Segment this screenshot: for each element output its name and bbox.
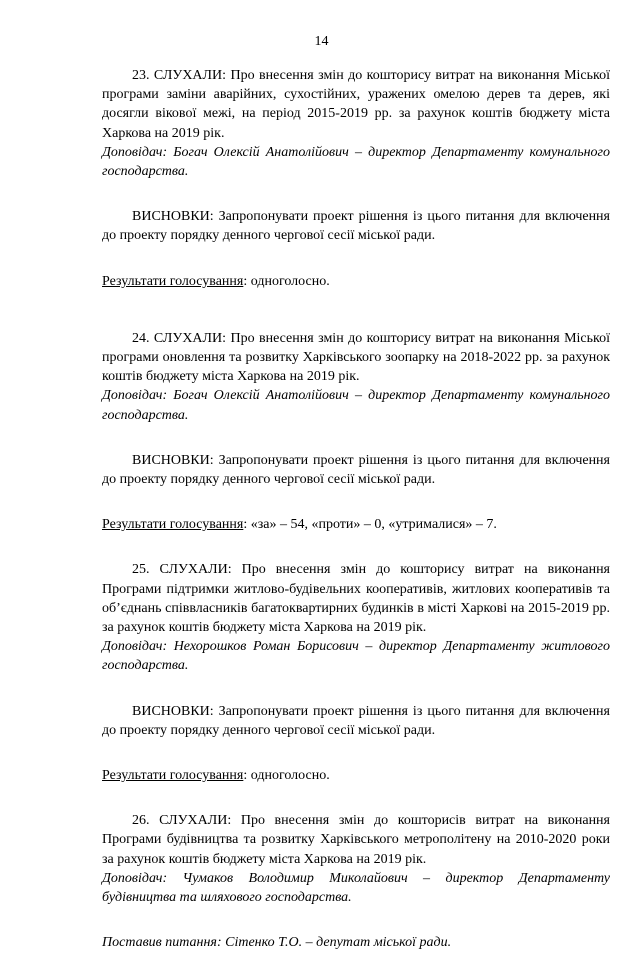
conclusion-text: ВИСНОВКИ: Запропонувати проект рішення із цього питання для включення до проекту порядку денного чергової сесії міської ради. [102,703,610,738]
document-body [102,66,610,953]
voting-result-value: : «за» – 54, «проти» – 0, «утрималися» – 7. [243,517,497,533]
voting-result-label: Результати голосування [102,517,244,533]
agenda-item-23 [102,66,610,291]
voting-result-label: Результати голосування [102,768,244,784]
conclusion-text: ВИСНОВКИ: Запропонувати проект рішення із цього питання для включення до проекту порядку денного чергової сесії міської ради. [102,452,610,488]
speaker-text: Доповідач: Богач Олексій Анатолійович – директор Департаменту комунального господарства. [102,388,610,423]
page-number: 14 [314,34,329,49]
voting-result [102,272,610,291]
heard-text: 23. СЛУХАЛИ: Про внесення змін до кошторису витрат на виконання Міської програми заміни аварійних, сухостійних, уражених омелою дерев та дерев, які досягли вікової межі, на період 2015-2019 рр. за рахунок коштів бюджету міста Харкова на 2019 рік. [102,68,610,141]
voting-result-value: : одноголосно. [243,768,330,784]
heard-text: 24. СЛУХАЛИ: Про внесення змін до кошторису витрат на виконання Міської програми оновлення та розвитку Харківського зоопарку на 2018-2022 рр. за рахунок коштів бюджету міста Харкова на 2019 рік. [102,330,610,385]
voting-result-value: : одноголосно. [243,273,330,289]
agenda-item-26 [102,811,610,952]
speaker-text: Доповідач: Богач Олексій Анатолійович – директор Департаменту комунального господарства. [102,144,610,180]
conclusion-text: ВИСНОВКИ: Запропонувати проект рішення із цього питання для включення до проекту порядку денного чергової сесії міської ради. [102,209,610,244]
raised-by-text: Поставив питання: Сітенко Т.О. – депутат міської ради. [102,935,452,951]
speaker-text: Доповідач: Нехорошков Роман Борисович – директор Департаменту житлового господарства. [102,639,610,674]
voting-result [102,766,610,785]
heard-text: 26. СЛУХАЛИ: Про внесення змін до кошторисів витрат на виконання Програми будівництва та розвитку Харківського метрополітену на 2010-2020 роки за рахунок коштів бюджету міста Харкова на 2019 рік. [102,813,610,867]
voting-result [102,515,610,534]
speaker-text: Доповідач: Чумаков Володимир Миколайович – директор Департаменту будівництва та шляхового господарства. [102,870,610,906]
voting-result-label: Результати голосування [102,273,244,289]
heard-text: 25. СЛУХАЛИ: Про внесення змін до кошторису витрат на виконання Програми підтримки житлово-будівельних кооперативів, житлових кооперативів та об’єднань співвласників багатоквартирних будинків в місті Харкові на 2015-2019 рр. за рахунок коштів бюджету міста Харкова на 2019 рік. [102,562,610,636]
agenda-item-24 [102,329,610,535]
agenda-item-25 [102,560,610,785]
